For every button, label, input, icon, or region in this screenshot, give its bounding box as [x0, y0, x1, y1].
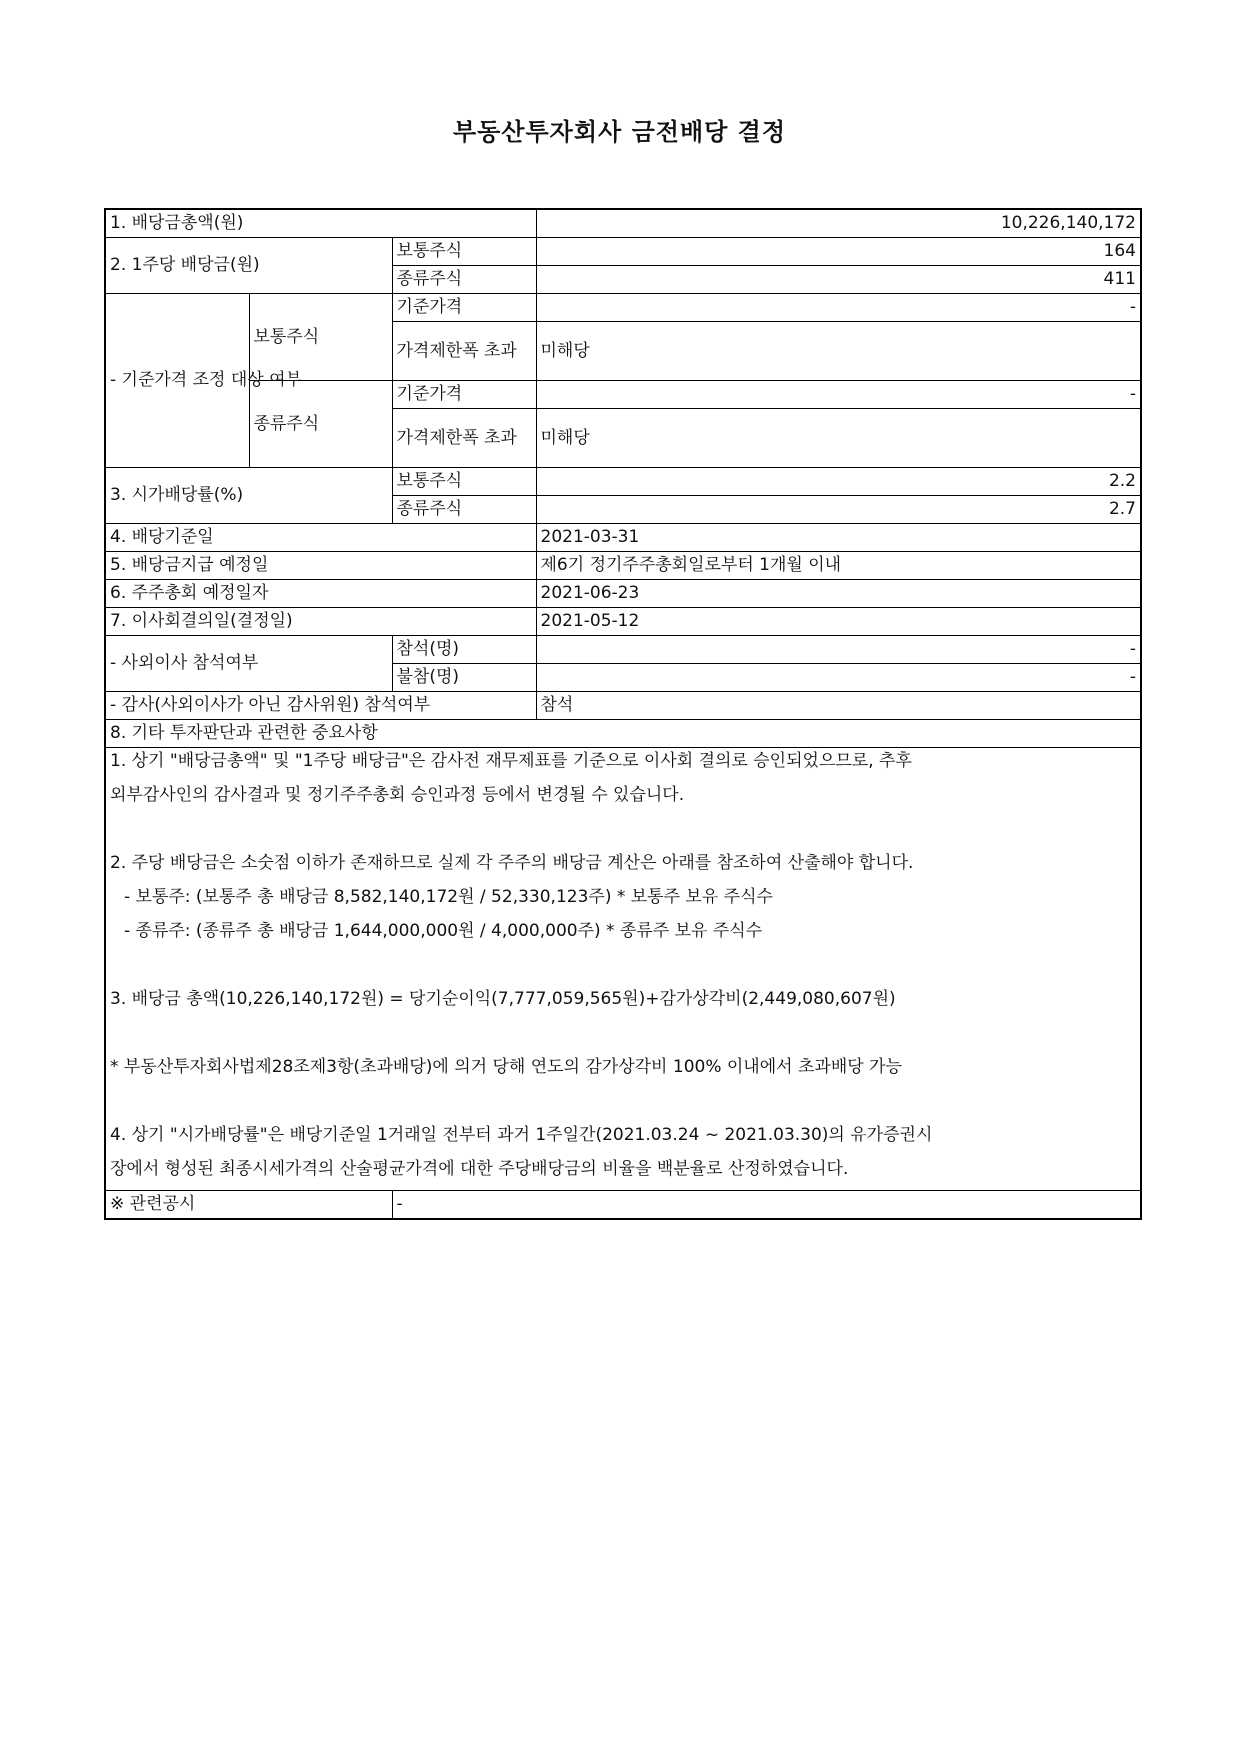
note-line: - 종류주: (종류주 총 배당금 1,644,000,000원 / 4,000,000주) * 종류주 보유 주식수 — [124, 921, 763, 941]
record-date-label: 4. 배당기준일 — [105, 524, 536, 552]
per-share-preferred-value: 411 — [536, 266, 1141, 294]
note-line: 외부감사인의 감사결과 및 정기주주총회 승인과정 등에서 변경될 수 있습니다. — [110, 785, 685, 805]
note-line — [110, 1020, 1136, 1054]
table-row — [105, 468, 1141, 496]
present-value: - — [536, 636, 1141, 664]
note-line: * 부동산투자회사법제28조제3항(초과배당)에 의거 당해 연도의 감가상각비 100% 이내에서 초과배당 가능 — [110, 1057, 902, 1077]
table-row — [105, 692, 1141, 720]
note-line — [110, 816, 1136, 850]
related-disclosure-label: ※ 관련공시 — [105, 1191, 392, 1220]
table-row — [105, 294, 1141, 322]
related-disclosure-value: - — [392, 1191, 1141, 1220]
table-row — [105, 209, 1141, 238]
yield-common-value: 2.2 — [536, 468, 1141, 496]
base-price-preferred-value: - — [536, 381, 1141, 409]
per-share-common-value: 164 — [536, 238, 1141, 266]
note-line — [110, 1088, 1136, 1122]
payment-date-value: 제6기 정기주주총회일로부터 1개월 이내 — [536, 552, 1141, 580]
note-line: 장에서 형성된 최종시세가격의 산술평균가격에 대한 주당배당금의 비율을 백분율로 산정하였습니다. — [110, 1159, 849, 1179]
table-row — [105, 238, 1141, 266]
outside-directors-label: - 사외이사 참석여부 — [105, 636, 392, 692]
table-row — [105, 1191, 1141, 1220]
base-price-label: 기준가격 — [392, 294, 536, 322]
table-row — [105, 580, 1141, 608]
note-line: 3. 배당금 총액(10,226,140,172원) = 당기순이익(7,777,059,565원)+감가상각비(2,449,080,607원) — [110, 989, 896, 1009]
meeting-date-label: 6. 주주총회 예정일자 — [105, 580, 536, 608]
auditor-label: - 감사(사외이사가 아닌 감사위원) 참석여부 — [105, 692, 536, 720]
note-line: 4. 상기 "시가배당률"은 배당기준일 1거래일 전부터 과거 1주일간(2021.03.24 ~ 2021.03.30)의 유가증권시 — [110, 1125, 933, 1145]
table-row — [105, 720, 1141, 748]
price-limit-common-value: 미해당 — [536, 322, 1141, 381]
base-price-label: 기준가격 — [392, 381, 536, 409]
base-price-preferred-label: 종류주식 — [249, 381, 392, 468]
total-dividend-label: 1. 배당금총액(원) — [105, 209, 536, 238]
document-title: 부동산투자회사 금전배당 결정 — [452, 118, 787, 146]
note-line: - 보통주: (보통주 총 배당금 8,582,140,172원 / 52,330,123주) * 보통주 보유 주식수 — [124, 887, 773, 907]
table-row — [105, 552, 1141, 580]
other-matters-label: 8. 기타 투자판단과 관련한 중요사항 — [105, 720, 1141, 748]
note-line: 2. 주당 배당금은 소숫점 이하가 존재하므로 실제 각 주주의 배당금 계산은 아래를 참조하여 산출해야 합니다. — [110, 853, 914, 873]
per-share-common-label: 보통주식 — [392, 238, 536, 266]
note-line: 1. 상기 "배당금총액" 및 "1주당 배당금"은 감사전 재무제표를 기준으로 이사회 결의로 승인되었으므로, 추후 — [110, 751, 912, 771]
table-row — [105, 524, 1141, 552]
record-date-value: 2021-03-31 — [536, 524, 1141, 552]
auditor-value: 참석 — [536, 692, 1141, 720]
dividend-decision-table — [104, 208, 1142, 1220]
base-price-common-label: 보통주식 — [249, 294, 392, 381]
board-date-label: 7. 이사회결의일(결정일) — [105, 608, 536, 636]
note-line — [110, 952, 1136, 986]
per-share-label: 2. 1주당 배당금(원) — [105, 238, 392, 294]
price-limit-label: 가격제한폭 초과 — [392, 322, 536, 381]
yield-common-label: 보통주식 — [392, 468, 536, 496]
per-share-preferred-label: 종류주식 — [392, 266, 536, 294]
price-limit-label: 가격제한폭 초과 — [392, 409, 536, 468]
yield-preferred-value: 2.7 — [536, 496, 1141, 524]
table-row — [105, 608, 1141, 636]
total-dividend-value: 10,226,140,172 — [536, 209, 1141, 238]
absent-value: - — [536, 664, 1141, 692]
base-price-common-value: - — [536, 294, 1141, 322]
absent-label: 불참(명) — [392, 664, 536, 692]
price-limit-preferred-value: 미해당 — [536, 409, 1141, 468]
yield-label: 3. 시가배당률(%) — [105, 468, 392, 524]
meeting-date-value: 2021-06-23 — [536, 580, 1141, 608]
present-label: 참석(명) — [392, 636, 536, 664]
base-price-adjust-label: - 기준가격 조정 대상 여부 — [105, 294, 249, 468]
notes-cell — [105, 748, 1141, 1191]
board-date-value: 2021-05-12 — [536, 608, 1141, 636]
yield-preferred-label: 종류주식 — [392, 496, 536, 524]
payment-date-label: 5. 배당금지급 예정일 — [105, 552, 536, 580]
table-row — [105, 636, 1141, 664]
table-row — [105, 748, 1141, 1191]
